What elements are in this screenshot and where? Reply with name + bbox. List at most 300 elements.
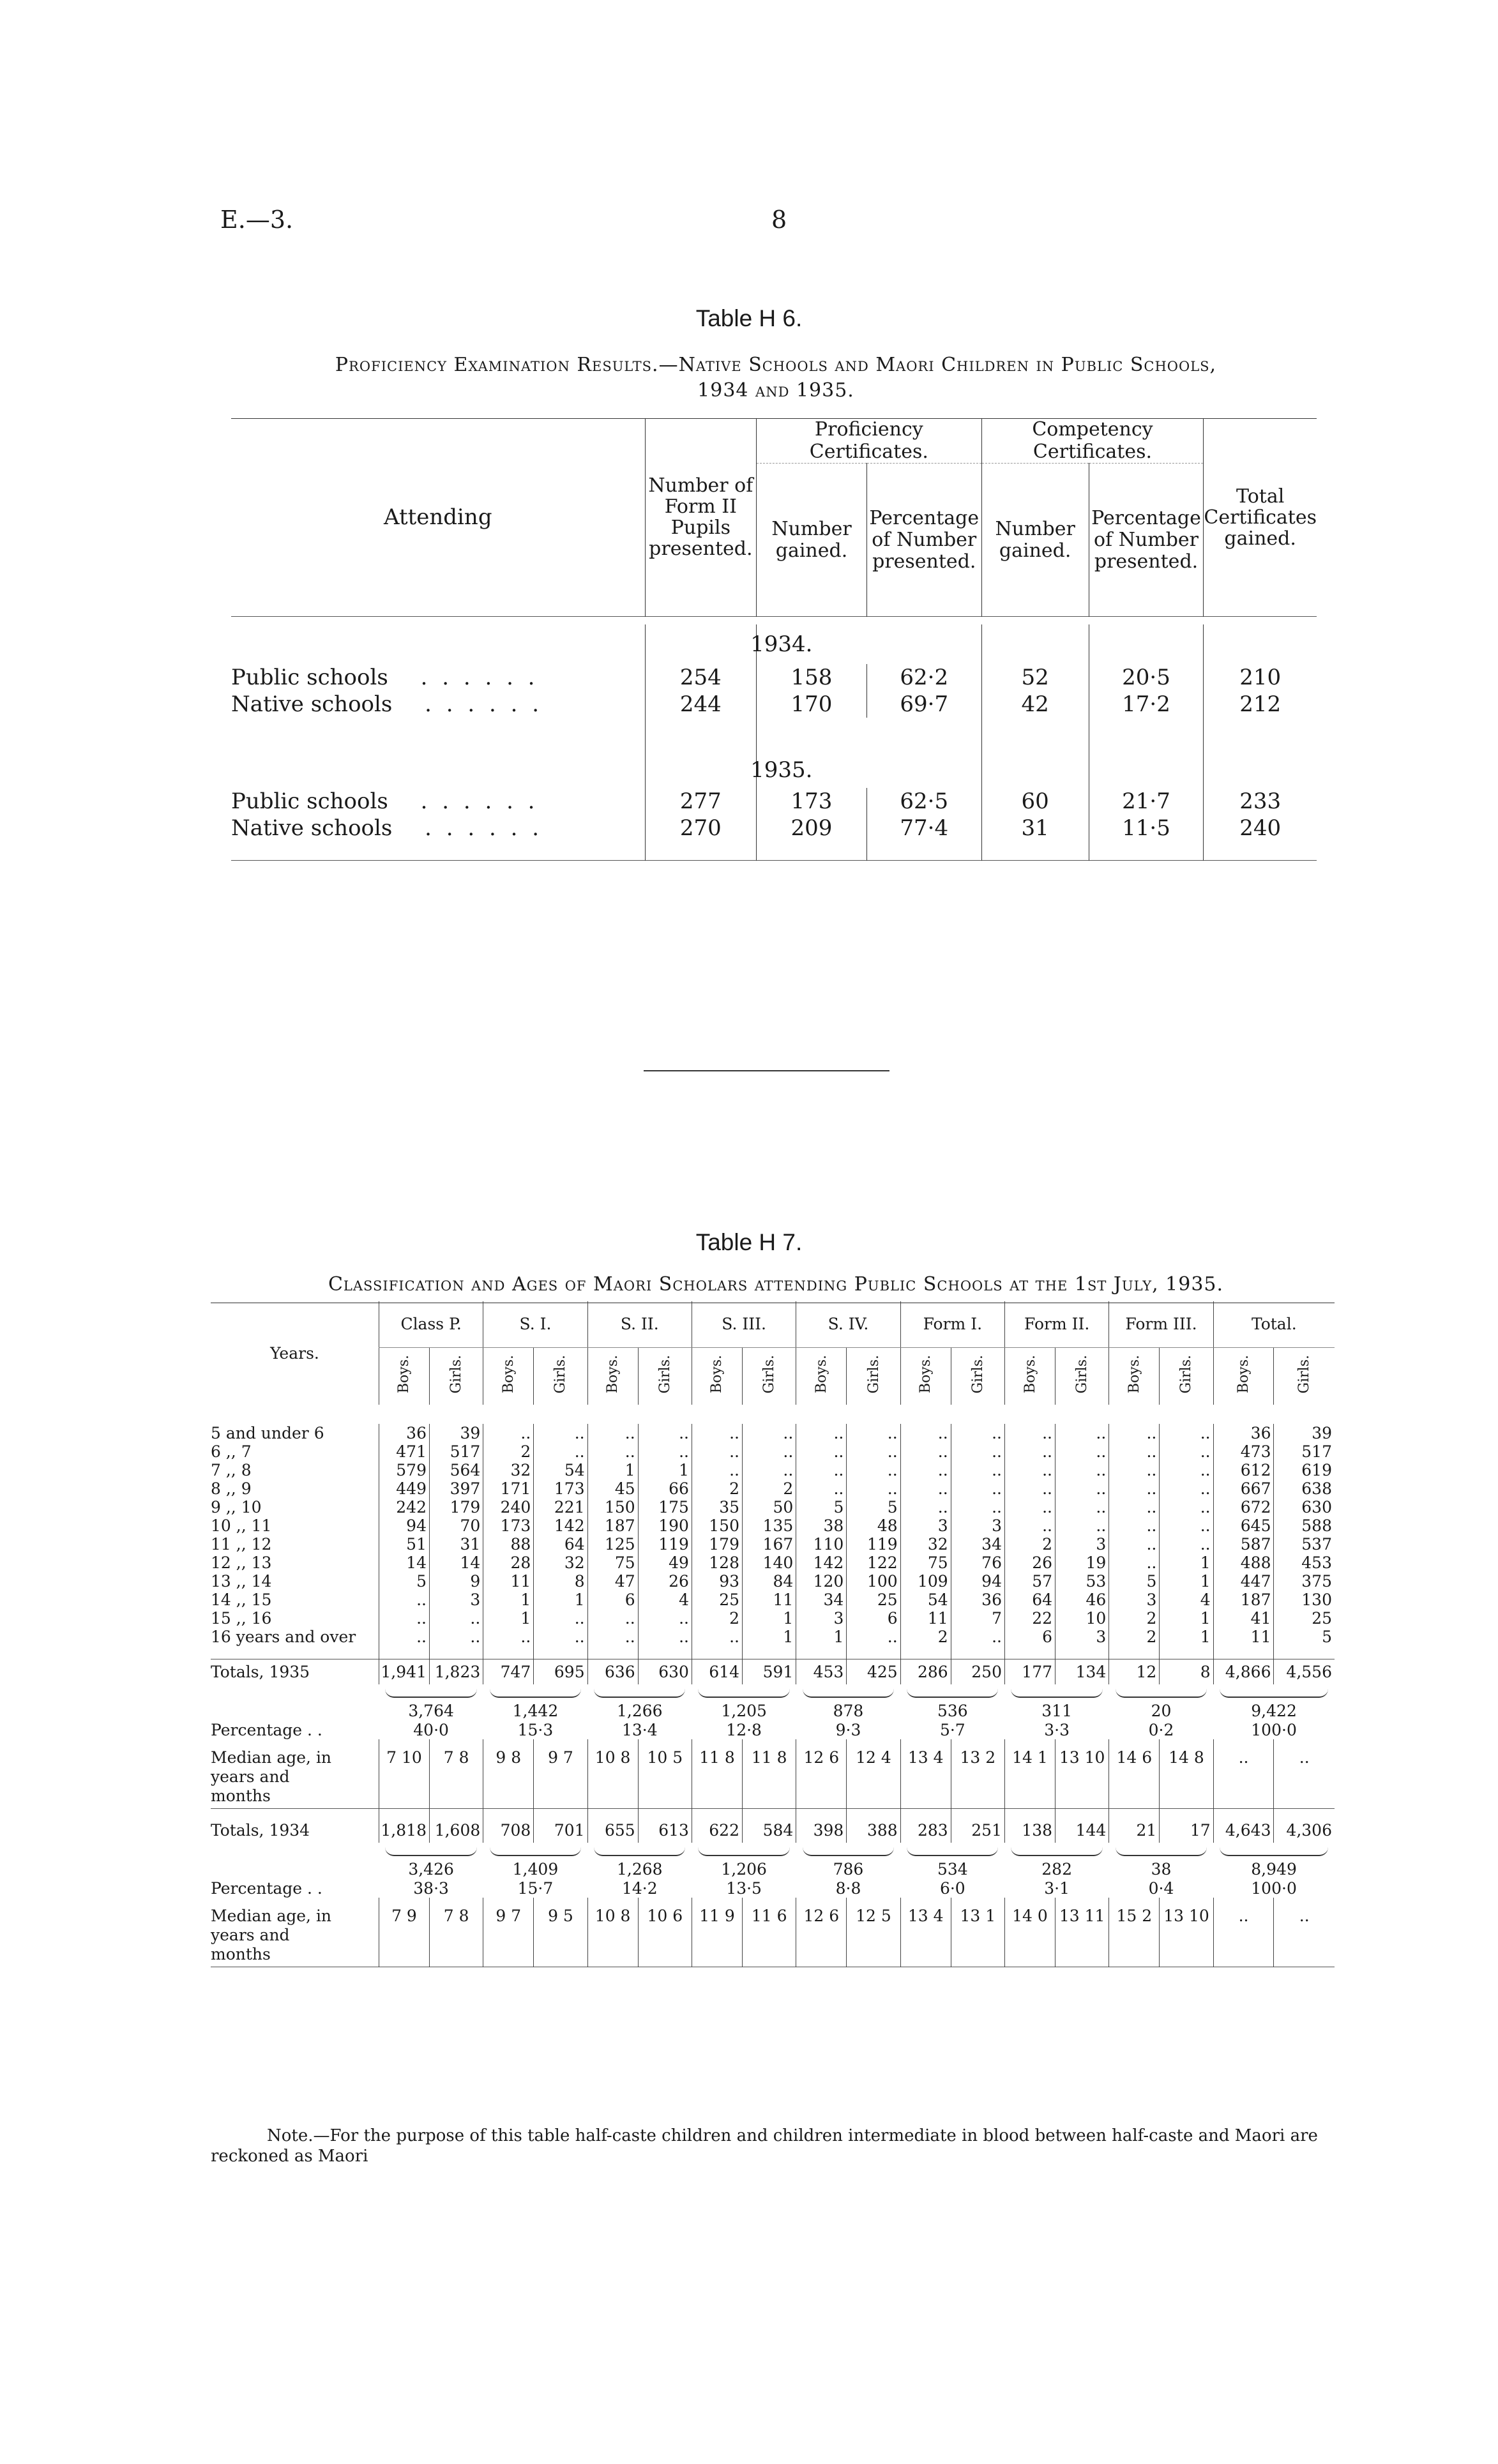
table-cell: 614 — [692, 1659, 742, 1684]
col-girls: Girls. — [761, 1355, 778, 1394]
table-cell: .. — [1004, 1442, 1055, 1461]
table-cell: 84 — [743, 1572, 796, 1591]
table-cell: 3 — [1055, 1535, 1109, 1553]
group-cell: 38·3 — [413, 1878, 449, 1898]
median-cell: 11 9 — [692, 1907, 742, 1928]
median-cell: 7 8 — [429, 1907, 483, 1928]
table-cell: 283 — [900, 1817, 951, 1843]
table-cell: 612 — [1213, 1461, 1274, 1479]
col-boys: Boys. — [918, 1355, 934, 1394]
group-cell: 1,266 — [617, 1701, 663, 1720]
group-cell: 15·7 — [517, 1878, 554, 1898]
table-cell: 14 — [429, 1553, 483, 1572]
group-cell: 9·3 — [835, 1720, 861, 1739]
median-cell: 9 8 — [483, 1748, 534, 1770]
table-cell: .. — [638, 1424, 692, 1442]
table-cell: 36 — [379, 1424, 429, 1442]
median-cell: 7 9 — [379, 1907, 429, 1928]
row-label: 14 ,, 15 — [211, 1591, 272, 1609]
table-h6-subtitle-line2: 1934 and 1935. — [697, 379, 854, 402]
table-cell: 388 — [847, 1817, 900, 1843]
table-cell: .. — [1160, 1442, 1213, 1461]
col-total: Total Certificates gained. — [1204, 418, 1317, 617]
row-label: 16 years and over — [211, 1628, 356, 1646]
table-row — [211, 1498, 1335, 1516]
table-cell: .. — [1055, 1479, 1109, 1498]
table-cell: 119 — [638, 1535, 692, 1553]
row-label: Totals, 1934 — [211, 1820, 310, 1840]
median-label: years and — [211, 1767, 290, 1786]
table-cell: .. — [379, 1628, 429, 1646]
table-cell: 25 — [847, 1591, 900, 1609]
table-cell: .. — [692, 1442, 742, 1461]
table-cell: .. — [1055, 1424, 1109, 1442]
table-row — [211, 1748, 1335, 1770]
group-cell: 282 — [1041, 1859, 1072, 1878]
group-cell: 1,206 — [721, 1859, 767, 1878]
table-cell: .. — [900, 1461, 951, 1479]
group-cell: 311 — [1041, 1701, 1072, 1720]
table-cell: .. — [951, 1442, 1004, 1461]
table-cell: 701 — [534, 1817, 587, 1843]
table-cell: 187 — [1213, 1591, 1274, 1609]
table-cell: 636 — [587, 1659, 638, 1684]
median-cell: 7 8 — [429, 1748, 483, 1770]
group-brace — [698, 1846, 789, 1856]
table-cell: .. — [587, 1609, 638, 1628]
table-cell: .. — [900, 1498, 951, 1516]
table-cell: .. — [900, 1424, 951, 1442]
col-prof-gained: Number gained. — [757, 464, 867, 617]
table-cell: 397 — [429, 1479, 483, 1498]
table-h7 — [211, 1301, 1335, 1968]
table-row: Native schools . . . . . . 244 170 69·7 42 17·2 212 — [231, 691, 1317, 718]
table-cell: 2 — [692, 1609, 742, 1628]
table-cell: 425 — [847, 1659, 900, 1684]
table-cell: 75 — [587, 1553, 638, 1572]
group-cell: 8,949 — [1251, 1859, 1297, 1878]
table-cell: 38 — [796, 1516, 847, 1535]
table-cell: 630 — [638, 1659, 692, 1684]
document-code: E.—3. — [220, 206, 294, 234]
table-cell: .. — [847, 1442, 900, 1461]
table-cell: 4,306 — [1274, 1817, 1335, 1843]
table-cell: 14 — [379, 1553, 429, 1572]
table-h6-title: Table H 6. — [695, 305, 803, 331]
table-cell: 2 — [1109, 1609, 1160, 1628]
median-cell: 12 5 — [847, 1907, 900, 1928]
group-brace — [907, 1688, 998, 1698]
table-cell: 4,556 — [1274, 1659, 1335, 1684]
table-cell: .. — [692, 1628, 742, 1646]
median-cell: 14 0 — [1004, 1907, 1055, 1928]
table-cell: .. — [638, 1442, 692, 1461]
median-cell: .. — [1213, 1907, 1274, 1928]
group-brace — [594, 1688, 685, 1698]
row-label: 5 and under 6 — [211, 1424, 324, 1442]
table-cell: 22 — [1004, 1609, 1055, 1628]
table-cell: 613 — [638, 1817, 692, 1843]
median-label: months — [211, 1945, 271, 1963]
median-label: years and — [211, 1926, 290, 1944]
table-cell: .. — [1004, 1516, 1055, 1535]
class-header: S. I. — [483, 1301, 587, 1347]
col-girls: Girls. — [448, 1355, 465, 1394]
year-1934: 1934. — [757, 624, 982, 664]
table-cell: .. — [847, 1479, 900, 1498]
table-cell: 54 — [900, 1591, 951, 1609]
table-cell: 39 — [1274, 1424, 1335, 1442]
table-row: Native schools . . . . . . 270 209 77·4 31 11·5 240 — [231, 815, 1317, 842]
table-cell: 6 — [847, 1609, 900, 1628]
median-cell: 10 8 — [587, 1907, 638, 1928]
table-cell: 31 — [429, 1535, 483, 1553]
group-brace — [698, 1688, 789, 1698]
table-cell: .. — [1055, 1498, 1109, 1516]
table-row — [211, 1817, 1335, 1843]
table-cell: 591 — [743, 1659, 796, 1684]
table-cell: .. — [1109, 1516, 1160, 1535]
table-cell: 5 — [1109, 1572, 1160, 1591]
row-label: 10 ,, 11 — [211, 1516, 272, 1535]
table-cell: 3 — [429, 1591, 483, 1609]
table-cell: 100 — [847, 1572, 900, 1591]
table-cell: 3 — [1055, 1628, 1109, 1646]
table-h7-title: Table H 7. — [695, 1229, 803, 1255]
group-cell: 100·0 — [1251, 1720, 1297, 1739]
table-cell: 135 — [743, 1516, 796, 1535]
group-brace — [1011, 1688, 1102, 1698]
table-cell: .. — [587, 1424, 638, 1442]
table-cell: 35 — [692, 1498, 742, 1516]
group-brace — [594, 1846, 685, 1856]
table-row — [211, 1701, 1335, 1720]
col-boys: Boys. — [1126, 1355, 1142, 1394]
table-cell: 375 — [1274, 1572, 1335, 1591]
table-cell: 251 — [951, 1817, 1004, 1843]
table-cell: 6 — [1004, 1628, 1055, 1646]
col-girls: Girls. — [1074, 1355, 1091, 1394]
class-header: Form II. — [1004, 1301, 1108, 1347]
table-cell: 34 — [796, 1591, 847, 1609]
table-cell: 66 — [638, 1479, 692, 1498]
table-cell: 36 — [951, 1591, 1004, 1609]
median-cell: 13 2 — [951, 1748, 1004, 1770]
table-row — [211, 1442, 1335, 1461]
median-cell: 9 7 — [534, 1748, 587, 1770]
group-cell: 0·4 — [1148, 1878, 1174, 1898]
table-cell: 32 — [900, 1535, 951, 1553]
table-row — [211, 1859, 1335, 1878]
table-cell: 1 — [743, 1628, 796, 1646]
table-cell: 1 — [1160, 1628, 1213, 1646]
table-cell: 25 — [1274, 1609, 1335, 1628]
table-cell: .. — [587, 1442, 638, 1461]
group-cell: 8·8 — [835, 1878, 861, 1898]
table-cell: 48 — [847, 1516, 900, 1535]
median-label: Median age, in — [211, 1748, 332, 1767]
median-cell: 9 7 — [483, 1907, 534, 1928]
table-cell: 125 — [587, 1535, 638, 1553]
class-header: S. III. — [692, 1301, 796, 1347]
table-cell: 1 — [483, 1591, 534, 1609]
row-label: Totals, 1935 — [211, 1662, 310, 1681]
table-cell: .. — [1109, 1498, 1160, 1516]
table-cell: 177 — [1004, 1659, 1055, 1684]
group-cell: 13·4 — [621, 1720, 658, 1739]
col-boys: Boys. — [1022, 1355, 1038, 1394]
group-cell: 5·7 — [939, 1720, 965, 1739]
table-cell: 240 — [483, 1498, 534, 1516]
table-cell: .. — [1160, 1535, 1213, 1553]
table-cell: .. — [796, 1442, 847, 1461]
table-cell: 1,941 — [379, 1659, 429, 1684]
row-label: Percentage . . — [211, 1878, 322, 1898]
table-cell: 53 — [1055, 1572, 1109, 1591]
group-cell: 40·0 — [413, 1720, 449, 1739]
median-cell: 13 11 — [1055, 1907, 1109, 1928]
median-cell: 13 10 — [1055, 1748, 1109, 1770]
median-cell: 13 10 — [1160, 1907, 1213, 1928]
group-brace — [803, 1846, 894, 1856]
median-cell: 14 8 — [1160, 1748, 1213, 1770]
median-cell: 15 2 — [1109, 1907, 1160, 1928]
median-label: months — [211, 1787, 271, 1805]
table-cell: .. — [796, 1424, 847, 1442]
table-cell: .. — [534, 1628, 587, 1646]
col-years: Years. — [270, 1343, 319, 1363]
group-cell: 13·5 — [726, 1878, 762, 1898]
table-cell: 142 — [796, 1553, 847, 1572]
table-cell: 47 — [587, 1572, 638, 1591]
group-cell: 1,205 — [721, 1701, 767, 1720]
table-cell: .. — [638, 1609, 692, 1628]
class-header: S. IV. — [796, 1301, 900, 1347]
year-1935: 1935. — [757, 718, 982, 788]
table-cell: 45 — [587, 1479, 638, 1498]
table-cell: 695 — [534, 1659, 587, 1684]
group-brace — [1220, 1688, 1328, 1698]
group-brace — [490, 1688, 581, 1698]
table-cell: 57 — [1004, 1572, 1055, 1591]
page-number: 8 — [771, 206, 787, 234]
col-boys: Boys. — [500, 1355, 517, 1394]
table-cell: 488 — [1213, 1553, 1274, 1572]
table-cell: 1 — [743, 1609, 796, 1628]
table-cell: .. — [638, 1628, 692, 1646]
table-cell: .. — [1160, 1424, 1213, 1442]
group-brace — [490, 1846, 581, 1856]
table-cell: 471 — [379, 1442, 429, 1461]
col-girls: Girls. — [552, 1355, 569, 1394]
table-cell: 88 — [483, 1535, 534, 1553]
median-cell: 9 5 — [534, 1907, 587, 1928]
table-cell: 39 — [429, 1424, 483, 1442]
table-cell: 667 — [1213, 1479, 1274, 1498]
table-cell: .. — [900, 1479, 951, 1498]
table-cell: .. — [1160, 1461, 1213, 1479]
table-row — [211, 1572, 1335, 1591]
median-cell: 10 6 — [638, 1907, 692, 1928]
table-cell: 4 — [1160, 1591, 1213, 1609]
table-cell: 1 — [1160, 1609, 1213, 1628]
median-cell: 12 6 — [796, 1748, 847, 1770]
table-cell: .. — [1109, 1553, 1160, 1572]
table-cell: 11 — [743, 1591, 796, 1609]
row-label: Percentage . . — [211, 1720, 322, 1739]
table-cell: 26 — [1004, 1553, 1055, 1572]
table-row — [211, 1720, 1335, 1739]
table-cell: .. — [1055, 1442, 1109, 1461]
table-cell: 4,643 — [1213, 1817, 1274, 1843]
table-cell: 1,823 — [429, 1659, 483, 1684]
table-cell: 94 — [951, 1572, 1004, 1591]
table-cell: 51 — [379, 1535, 429, 1553]
table-cell: 619 — [1274, 1461, 1335, 1479]
grp-competency: Competency Certificates. — [981, 418, 1204, 464]
table-cell: .. — [1109, 1461, 1160, 1479]
table-cell: 2 — [900, 1628, 951, 1646]
table-cell: 2 — [692, 1479, 742, 1498]
table-cell: 1 — [1160, 1572, 1213, 1591]
class-header: Form III. — [1109, 1301, 1213, 1347]
table-cell: 3 — [1109, 1591, 1160, 1609]
table-cell: 26 — [638, 1572, 692, 1591]
median-cell: 10 5 — [638, 1748, 692, 1770]
group-cell: 3·3 — [1044, 1720, 1070, 1739]
table-cell: .. — [951, 1424, 1004, 1442]
table-cell: .. — [1055, 1461, 1109, 1479]
table-h6 — [231, 418, 1317, 861]
table-cell: 119 — [847, 1535, 900, 1553]
table-row — [211, 1659, 1335, 1684]
table-cell: 120 — [796, 1572, 847, 1591]
group-brace — [385, 1688, 476, 1698]
col-attending: Attending — [383, 504, 492, 530]
table-cell: 179 — [429, 1498, 483, 1516]
col-boys: Boys. — [813, 1355, 829, 1394]
table-cell: 588 — [1274, 1516, 1335, 1535]
group-cell: 3,426 — [408, 1859, 454, 1878]
col-prof-pct: Percentage of Number presented. — [866, 464, 981, 617]
table-cell: .. — [1160, 1479, 1213, 1498]
table-cell: 2 — [483, 1442, 534, 1461]
table-h6-subtitle — [211, 352, 1341, 404]
table-h7-subtitle: Classification and Ages of Maori Scholars attending Public Schools at the 1st July, 1935. — [328, 1273, 1224, 1296]
class-header: S. II. — [587, 1301, 692, 1347]
table-cell: .. — [743, 1442, 796, 1461]
table-cell: 187 — [587, 1516, 638, 1535]
table-cell: .. — [1109, 1479, 1160, 1498]
table-cell: 93 — [692, 1572, 742, 1591]
table-cell: 3 — [796, 1609, 847, 1628]
table-cell: .. — [1160, 1516, 1213, 1535]
table-cell: .. — [429, 1609, 483, 1628]
row-label: 9 ,, 10 — [211, 1498, 262, 1516]
table-cell: 110 — [796, 1535, 847, 1553]
table-cell: .. — [483, 1628, 534, 1646]
median-cell: 13 1 — [951, 1907, 1004, 1928]
table-cell: 579 — [379, 1461, 429, 1479]
col-comp-pct: Percentage of Number presented. — [1089, 464, 1204, 617]
table-cell: 449 — [379, 1479, 429, 1498]
table-cell: 630 — [1274, 1498, 1335, 1516]
group-brace — [803, 1688, 894, 1698]
table-cell: 46 — [1055, 1591, 1109, 1609]
table-cell: 109 — [900, 1572, 951, 1591]
table-cell: 672 — [1213, 1498, 1274, 1516]
table-cell: 190 — [638, 1516, 692, 1535]
table-cell: 32 — [483, 1461, 534, 1479]
row-label: 6 ,, 7 — [211, 1442, 252, 1461]
table-note: Note.—For the purpose of this table half-caste children and children intermediate in blood between half-caste and Maori are reckoned as Maori — [211, 2126, 1318, 2166]
table-cell: 64 — [1004, 1591, 1055, 1609]
table-row — [211, 1628, 1335, 1646]
table-cell: 2 — [1004, 1535, 1055, 1553]
median-cell: .. — [1274, 1748, 1335, 1770]
table-cell: .. — [951, 1479, 1004, 1498]
row-label: 15 ,, 16 — [211, 1609, 272, 1628]
table-cell: .. — [1109, 1442, 1160, 1461]
table-cell: 122 — [847, 1553, 900, 1572]
table-cell: .. — [692, 1424, 742, 1442]
table-cell: .. — [847, 1461, 900, 1479]
table-row — [211, 1535, 1335, 1553]
table-cell: 140 — [743, 1553, 796, 1572]
median-cell: 12 6 — [796, 1907, 847, 1928]
table-row — [211, 1479, 1335, 1498]
table-row: Public schools . . . . . . 277 173 62·5 60 21·7 233 — [231, 788, 1317, 815]
table-cell: 34 — [951, 1535, 1004, 1553]
table-cell: 36 — [1213, 1424, 1274, 1442]
row-label: 7 ,, 8 — [211, 1461, 252, 1479]
col-boys: Boys. — [605, 1355, 621, 1394]
table-cell: 144 — [1055, 1817, 1109, 1843]
table-cell: .. — [534, 1442, 587, 1461]
table-cell: .. — [587, 1628, 638, 1646]
table-cell: 655 — [587, 1817, 638, 1843]
col-boys: Boys. — [709, 1355, 725, 1394]
table-cell: .. — [1004, 1498, 1055, 1516]
group-brace — [907, 1846, 998, 1856]
table-cell: 49 — [638, 1553, 692, 1572]
table-cell: 32 — [534, 1553, 587, 1572]
group-cell: 3,764 — [408, 1701, 454, 1720]
table-cell: 150 — [587, 1498, 638, 1516]
table-cell: .. — [379, 1591, 429, 1609]
table-cell: 41 — [1213, 1609, 1274, 1628]
median-cell: 14 1 — [1004, 1748, 1055, 1770]
median-label: Median age, in — [211, 1907, 332, 1925]
table-cell: .. — [951, 1498, 1004, 1516]
median-cell: 11 8 — [692, 1748, 742, 1770]
table-cell: 1 — [638, 1461, 692, 1479]
group-brace — [1220, 1846, 1328, 1856]
table-cell: 5 — [796, 1498, 847, 1516]
table-cell: 3 — [951, 1516, 1004, 1535]
table-cell: 564 — [429, 1461, 483, 1479]
col-girls: Girls. — [1178, 1355, 1195, 1394]
table-cell: 21 — [1109, 1817, 1160, 1843]
table-cell: 5 — [379, 1572, 429, 1591]
table-row — [211, 1461, 1335, 1479]
table-cell: .. — [534, 1609, 587, 1628]
table-cell: 4,866 — [1213, 1659, 1274, 1684]
table-cell: 1 — [1160, 1553, 1213, 1572]
table-cell: 5 — [847, 1498, 900, 1516]
table-cell: 8 — [534, 1572, 587, 1591]
table-cell: 64 — [534, 1535, 587, 1553]
